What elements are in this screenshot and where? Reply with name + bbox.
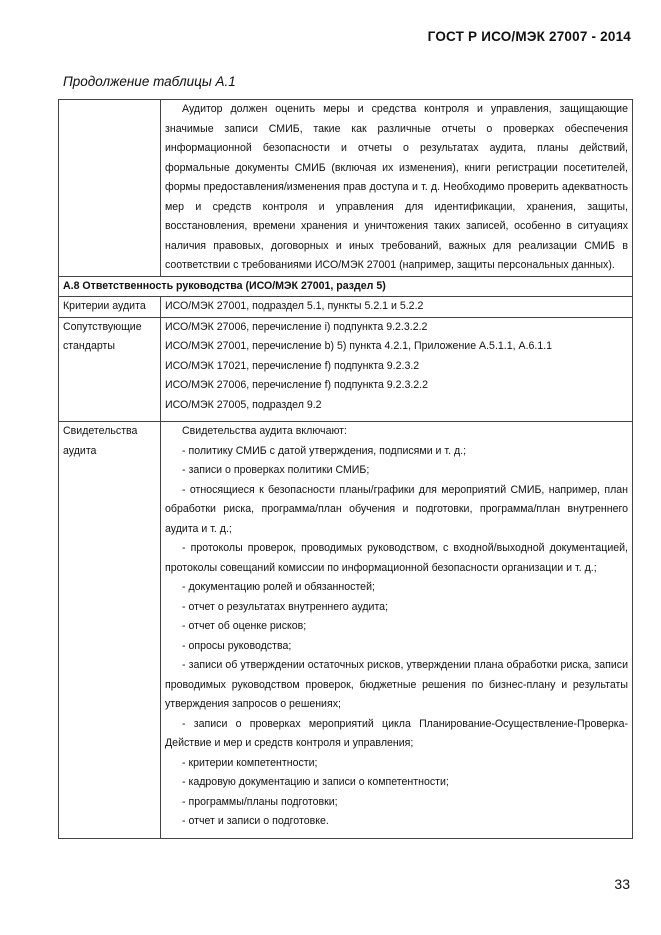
records-paragraph: Аудитор должен оценить меры и средства контроля и управления, защищающие значимые записи СМИБ, такие как различные отчеты о проверках обеспечения информационной безопасности и отчеты о результатах аудита, планы действий, формальные документы СМИБ (включая их изменения), книги регистрации посетителей, формы предоставления/изменения прав доступа и т. д. Необходимо проверить адекватность мер и средств контроля и управления для идентификации, хранения, защиты, восстановления, времени хранения и уничтожения таких записей, особенно в ситуациях наличия правовых, договорных и иных требований, важных для реализации СМИБ в соответствии с требованиями ИСО/МЭК 27001 (например, защиты персональных данных). — [165, 103, 628, 271]
list-item: ИСО/МЭК 27001, перечисление b) 5) пункта 4.2.1, Приложение А.5.1.1, А.6.1.1 — [165, 340, 553, 352]
list-item: - документацию ролей и обязанностей; — [182, 581, 375, 593]
table-continuation-caption: Продолжение таблицы А.1 — [63, 74, 236, 89]
section-heading-row — [59, 276, 633, 297]
section-heading: А.8 Ответственность руководства (ИСО/МЭК 27001, раздел 5) — [59, 276, 633, 297]
table-row — [59, 297, 633, 318]
table-row — [59, 317, 633, 422]
criteria-label: Критерии аудита — [59, 297, 161, 318]
empty-label-cell — [59, 100, 161, 277]
evidence-label: Свидетельства аудита — [59, 422, 161, 839]
list-item: - отчет о результатах внутреннего аудита; — [182, 600, 389, 613]
related-standards-label: Сопутствующие стандарты — [59, 317, 161, 422]
page-number: 33 — [614, 876, 630, 892]
list-item: - записи о проверках мероприятий цикла Планирование-Осуществление-Проверка-Действие и мер и средств контроля и управления; — [165, 717, 628, 749]
list-item: - отчет об оценке рисков; — [182, 620, 307, 632]
related-standards-list — [161, 317, 633, 422]
list-item: ИСО/МЭК 27005, подраздел 9.2 — [165, 398, 322, 411]
list-item: - опросы руководства; — [182, 639, 292, 652]
list-item: - записи о проверках политики СМИБ; — [182, 464, 370, 476]
list-item: ИСО/МЭК 27006, перечисление i) подпункта 9.2.3.2.2 — [165, 320, 428, 333]
evidence-intro: Свидетельства аудита включают: — [182, 425, 347, 437]
evidence-list — [161, 422, 633, 839]
document-header: ГОСТ Р ИСО/МЭК 27007 - 2014 — [427, 29, 631, 44]
list-item: - относящиеся к безопасности планы/графики для мероприятий СМИБ, например, план обработки риска, программа/план обучения и подготовки, программа/план внутреннего аудита и т. д.; — [165, 483, 628, 535]
list-item: - политику СМИБ с датой утверждения, подписями и т. д.; — [182, 444, 467, 457]
list-item: ИСО/МЭК 17021, перечисление f) подпункта 9.2.3.2 — [165, 359, 420, 372]
table-row — [59, 422, 633, 839]
table-row — [59, 100, 633, 277]
list-item: - критерии компетентности; — [182, 756, 318, 769]
list-item: - кадровую документацию и записи о компетентности; — [182, 776, 449, 788]
records-text-cell — [161, 100, 633, 277]
list-item: - записи об утверждении остаточных рисков, утверждении плана обработки риска, записи проводимых руководством проверок, бюджетные решения по бизнес-плану и результаты утверждения запросов о решениях; — [165, 659, 628, 710]
list-item: - протоколы проверок, проводимых руководством, с входной/выходной документацией, протоколы совещаний комиссии по информационной безопасности организации и т. д.; — [165, 542, 628, 574]
list-item: ИСО/МЭК 27006, перечисление f) подпункта 9.2.3.2.2 — [165, 379, 429, 391]
list-item: - программы/планы подготовки; — [182, 795, 338, 808]
audit-table — [58, 99, 633, 839]
criteria-value: ИСО/МЭК 27001, подраздел 5.1, пункты 5.2.1 и 5.2.2 — [161, 297, 633, 318]
list-item: - отчет и записи о подготовке. — [182, 815, 329, 827]
